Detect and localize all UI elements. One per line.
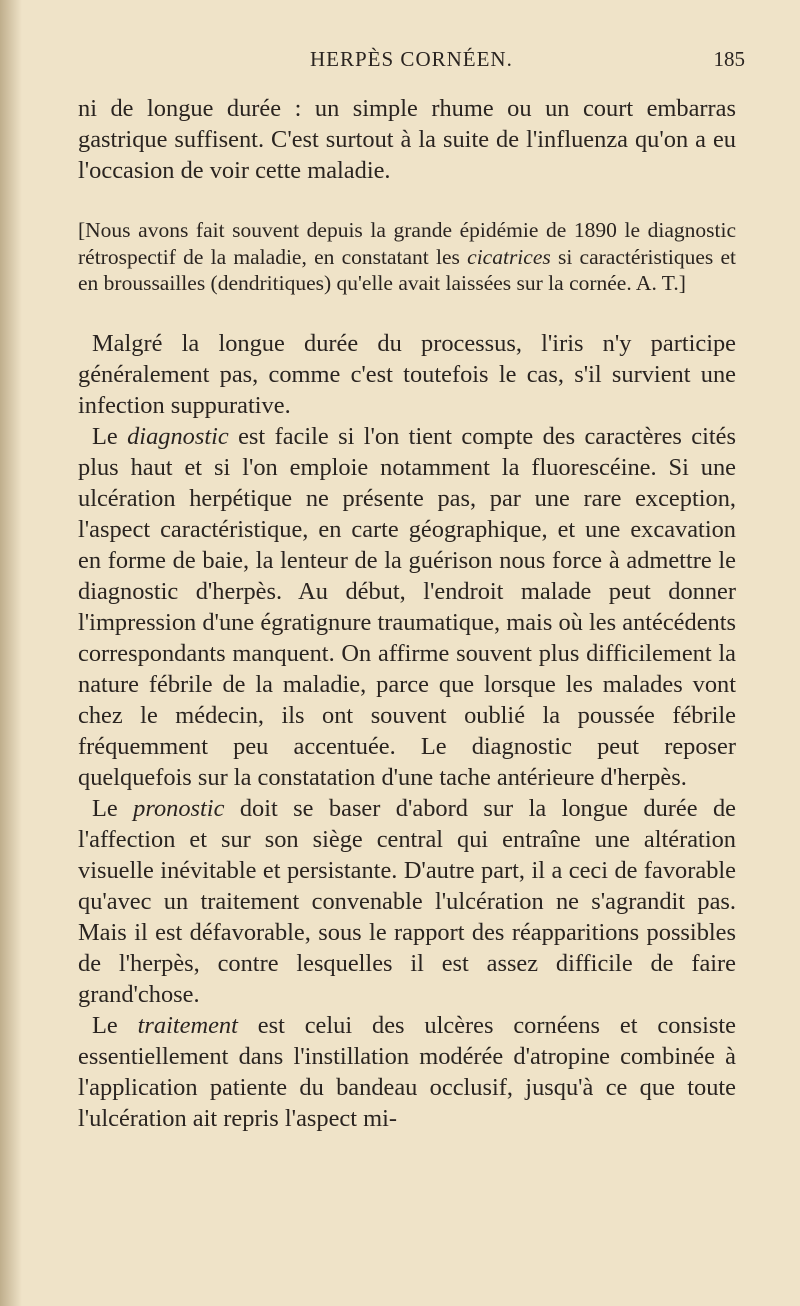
page-number: 185: [713, 47, 745, 71]
paragraph-text-part: Le: [92, 422, 128, 450]
paragraph-text-part: est celui des ulcères cornéens et consiste essentiellement dans l'instillation modérée d'atropine combinée à l'application patiente du bandeau occlusif, jusqu'à ce que toute l'ulcération ait repris l'aspect mi-: [78, 1011, 736, 1132]
paragraph-traitement: [78, 1010, 736, 1134]
paragraph-text-part: est facile si l'on tient compte des caractères cités plus haut et si l'on emploie notamment la fluorescéine. Si une ulcération herpétique ne présente pas, par une rare exception, l'aspect caractéristique, en carte géographique, et une excavation en forme de baie, la lenteur de la guérison nous force à admettre le diagnostic d'herpès. Au début, l'endroit malade peut donner l'impression d'une égratignure traumatique, mais où les antécédents correspondants manquent. On affirme souvent plus difficilement la nature fébrile de la maladie, parce que lorsque les malades vont chez le médecin, ils ont souvent oublié la poussée fébrile fréquemment peu accentuée. Le diagnostic peut reposer quelquefois sur la constatation d'une tache antérieure d'herpès.: [78, 422, 736, 791]
italic-term-pronostic: pronostic: [133, 794, 225, 822]
italic-term-diagnostic: diagnostic: [127, 422, 229, 450]
body-text: [78, 93, 736, 1134]
paragraph-diagnostic: [78, 421, 736, 793]
translator-note: [78, 217, 736, 297]
paragraph-text-part: doit se baser d'abord sur la longue durée de l'affection et sur son siège central qui entraîne une altération visuelle inévitable et persistante. D'autre part, il a ceci de favorable qu'avec un traitement convenable l'ulcération ne s'agrandit pas. Mais il est défavorable, sous le rapport des réapparitions possibles de l'herpès, contre lesquelles il est assez difficile de faire grand'chose.: [78, 794, 736, 1008]
note-italic-term: cicatrices: [467, 244, 551, 269]
paragraph-text-part: Le: [92, 1011, 138, 1039]
note-text-part: si caractéristiques et en broussailles (dendritiques) qu'elle avait laissées sur la cornée. A. T.]: [78, 244, 737, 295]
paragraph-iris: Malgré la longue durée du processus, l'iris n'y participe généralement pas, comme c'est toutefois le cas, s'il survient une infection suppurative.: [78, 329, 736, 419]
paragraph-continuation: ni de longue durée : un simple rhume ou un court embarras gastrique suffisent. C'est surtout à la suite de l'influenza qu'on a eu l'occasion de voir cette maladie.: [78, 95, 736, 184]
binding-shadow: [0, 0, 22, 1306]
note-text-part: [Nous avons fait souvent depuis la grande épidémie de 1890 le diagnostic rétrospectif de la maladie, en constatant les: [78, 218, 736, 269]
page-header: [0, 47, 800, 77]
paragraph-text-part: Le: [92, 794, 134, 822]
running-title: HERPÈS CORNÉEN.: [310, 47, 513, 71]
italic-term-traitement: traitement: [137, 1011, 238, 1039]
paragraph-pronostic: [78, 793, 736, 1010]
